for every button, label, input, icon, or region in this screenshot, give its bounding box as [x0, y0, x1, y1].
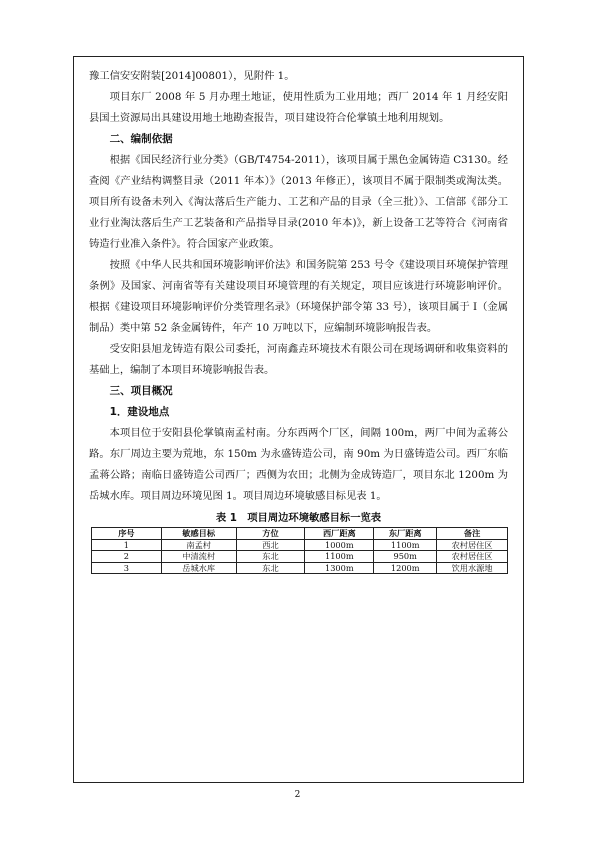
table-cell: 1200m: [374, 562, 437, 574]
table-header: 备注: [437, 528, 508, 540]
heading-basis: 二、编制依据: [109, 133, 173, 145]
table-cell: 东北: [236, 562, 305, 574]
table-cell: 东北: [236, 551, 305, 563]
table-cell: 950m: [374, 551, 437, 563]
heading-location: 1．建设地点: [109, 406, 170, 418]
heading-overview: 三、项目概况: [109, 385, 173, 397]
table-cell: 南孟村: [161, 539, 236, 551]
table-cell: 1: [92, 539, 162, 551]
sensitive-targets-table: [91, 527, 508, 574]
paragraph-p1: 豫工信安安附装[2014]00801），见附件 1。: [89, 70, 295, 82]
table-cell: 农村居住区: [437, 551, 508, 563]
table-header: 东厂距离: [374, 528, 437, 540]
paragraph-p6: 本项目位于安阳县伦掌镇南孟村南。分东西两个厂区，间隔 100m，两厂中间为孟蒋公路。东厂周边主要为荒地，东 150m 为永盛铸造公司，南 90m 为日盛铸造公司。西厂东临孟蒋公路；南临日盛铸造公司西厂；西侧为农田；北侧为金成铸造厂，项目东北 1200m 为岳城水库。项目周边环境见图 1。项目周边环境敏感目标见表 1。: [89, 427, 508, 502]
table-cell: 3: [92, 562, 162, 574]
table-cell: 饮用水源地: [437, 562, 508, 574]
table-cell: 1100m: [374, 539, 437, 551]
table-header: 敏感目标: [161, 528, 236, 540]
table-row: [92, 551, 508, 563]
table-cell: 农村居住区: [437, 539, 508, 551]
table-cell: 1100m: [305, 551, 374, 563]
page-number: 2: [294, 790, 301, 800]
table-cell: 岳城水库: [161, 562, 236, 574]
table-cell: 西北: [236, 539, 305, 551]
table-header-row: [92, 528, 508, 540]
table-cell: 1000m: [305, 539, 374, 551]
paragraph-p3: 根据《国民经济行业分类》（GB/T4754-2011），该项目属于黑色金属铸造 C3130。经查阅《产业结构调整目录（2011 年本）》（2013 年修正），该项目不属于限制类或淘汰类。项目所有设备未列入《淘汰落后生产能力、工艺和产品的目录（全三批）》、工信部《部分工业行业淘汰落后生产工艺装备和产品指导目录(2010 年本)》，新上设备工艺等符合《河南省铸造行业准入条件》。符合国家产业政策。: [89, 154, 508, 250]
table-header: 方位: [236, 528, 305, 540]
table-header: 西厂距离: [305, 528, 374, 540]
table-cell: 1300m: [305, 562, 374, 574]
paragraph-p4: 按照《中华人民共和国环境影响评价法》和国务院第 253 号令《建设项目环境保护管理条例》及国家、河南省等有关建设项目环境管理的有关规定，项目应该进行环境影响评价。根据《建设项目环境影响评价分类管理名录》（环境保护部令第 33 号），该项目属于 I（金属制品）类中第 52 条金属铸件，年产 10 万吨以下，应编制环境影响报告表。: [89, 259, 508, 334]
table-caption: 表 1 项目周边环境敏感目标一览表: [215, 512, 382, 524]
table-header: 序号: [92, 528, 162, 540]
table-cell: 2: [92, 551, 162, 563]
document-body: [89, 66, 508, 574]
table-row: [92, 562, 508, 574]
paragraph-p2: 项目东厂 2008 年 5 月办理土地证，使用性质为工业用地；西厂 2014 年 1 月经安阳县国土资源局出具建设用地土地勘查报告，项目建设符合伦掌镇土地利用规划。: [89, 91, 508, 124]
paragraph-p5: 受安阳县旭龙铸造有限公司委托，河南鑫垚环境技术有限公司在现场调研和收集资料的基础上，编制了本项目环境影响报告表。: [89, 343, 508, 376]
table-row: [92, 539, 508, 551]
table-cell: 中清流村: [161, 551, 236, 563]
